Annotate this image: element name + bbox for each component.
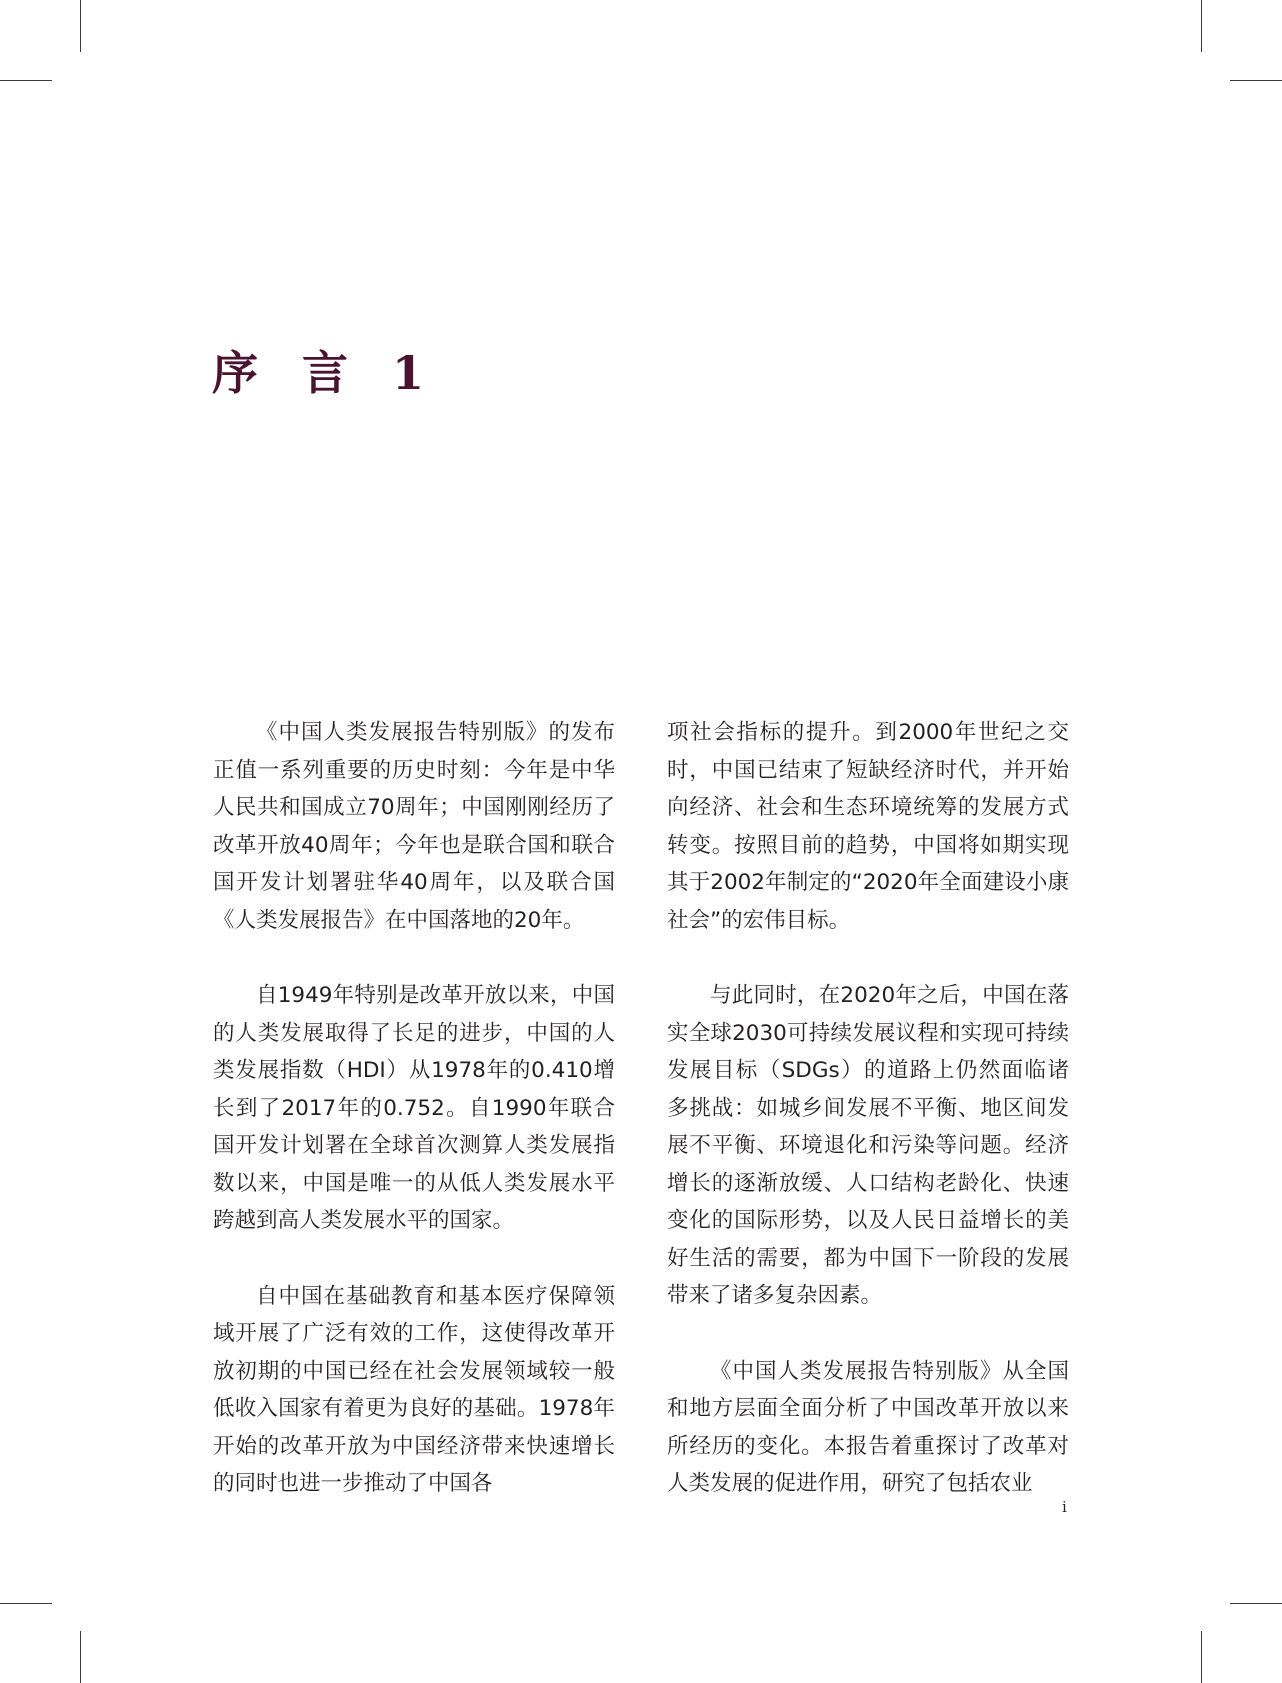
page-number: i [1062,1498,1067,1516]
paragraph: 《中国人类发展报告特别版》从全国和地方层面全面分析了中国改革开放以来所经历的变化。本报告着重探讨了改革对人类发展的促进作用，研究了包括农业 [667,1358,1069,1496]
left-column [213,714,615,1541]
paragraph: 自中国在基础教育和基本医疗保障领域开展了广泛有效的工作，这使得改革开放初期的中国已经在社会发展领域较一般低收入国家有着更为良好的基础。1978年开始的改革开放为中国经济带来快速增长的同时也进一步推动了中国各 [213,1283,615,1496]
paragraph: 自1949年特别是改革开放以来，中国的人类发展取得了长足的进步，中国的人类发展指数（HDI）从1978年的0.410增长到了2017年的0.752。自1990年联合国开发计划署在全球首次测算人类发展指数以来，中国是唯一的从低人类发展水平跨越到高人类发展水平的国家。 [213,983,615,1233]
page-title: 序 言 1 [212,346,439,400]
crop-mark-bottom-right-vertical [1201,1631,1202,1683]
crop-mark-bottom-left-horizontal [0,1603,52,1604]
paragraph: 《中国人类发展报告特别版》的发布正值一系列重要的历史时刻：今年是中华人民共和国成立70周年；中国刚刚经历了改革开放40周年；今年也是联合国和联合国开发计划署驻华40周年，以及联合国《人类发展报告》在中国落地的20年。 [213,720,615,933]
paragraph-continued: 项社会指标的提升。到2000年世纪之交时，中国已结束了短缺经济时代，并开始向经济、社会和生态环境统筹的发展方式转变。按照目前的趋势，中国将如期实现其于2002年制定的“2020年全面建设小康社会”的宏伟目标。 [667,720,1069,933]
crop-mark-bottom-left-vertical [80,1631,81,1683]
crop-mark-bottom-right-horizontal [1230,1603,1282,1604]
crop-mark-top-left-vertical [80,0,81,52]
crop-mark-top-left-horizontal [0,80,52,81]
paragraph: 与此同时，在2020年之后，中国在落实全球2030可持续发展议程和实现可持续发展目标（SDGs）的道路上仍然面临诸多挑战：如城乡间发展不平衡、地区间发展不平衡、环境退化和污染等问题。经济增长的逐渐放缓、人口结构老龄化、快速变化的国际形势，以及人民日益增长的美好生活的需要，都为中国下一阶段的发展带来了诸多复杂因素。 [667,983,1069,1308]
crop-mark-top-right-horizontal [1230,80,1282,81]
crop-mark-top-right-vertical [1201,0,1202,52]
right-column [667,714,1069,1541]
